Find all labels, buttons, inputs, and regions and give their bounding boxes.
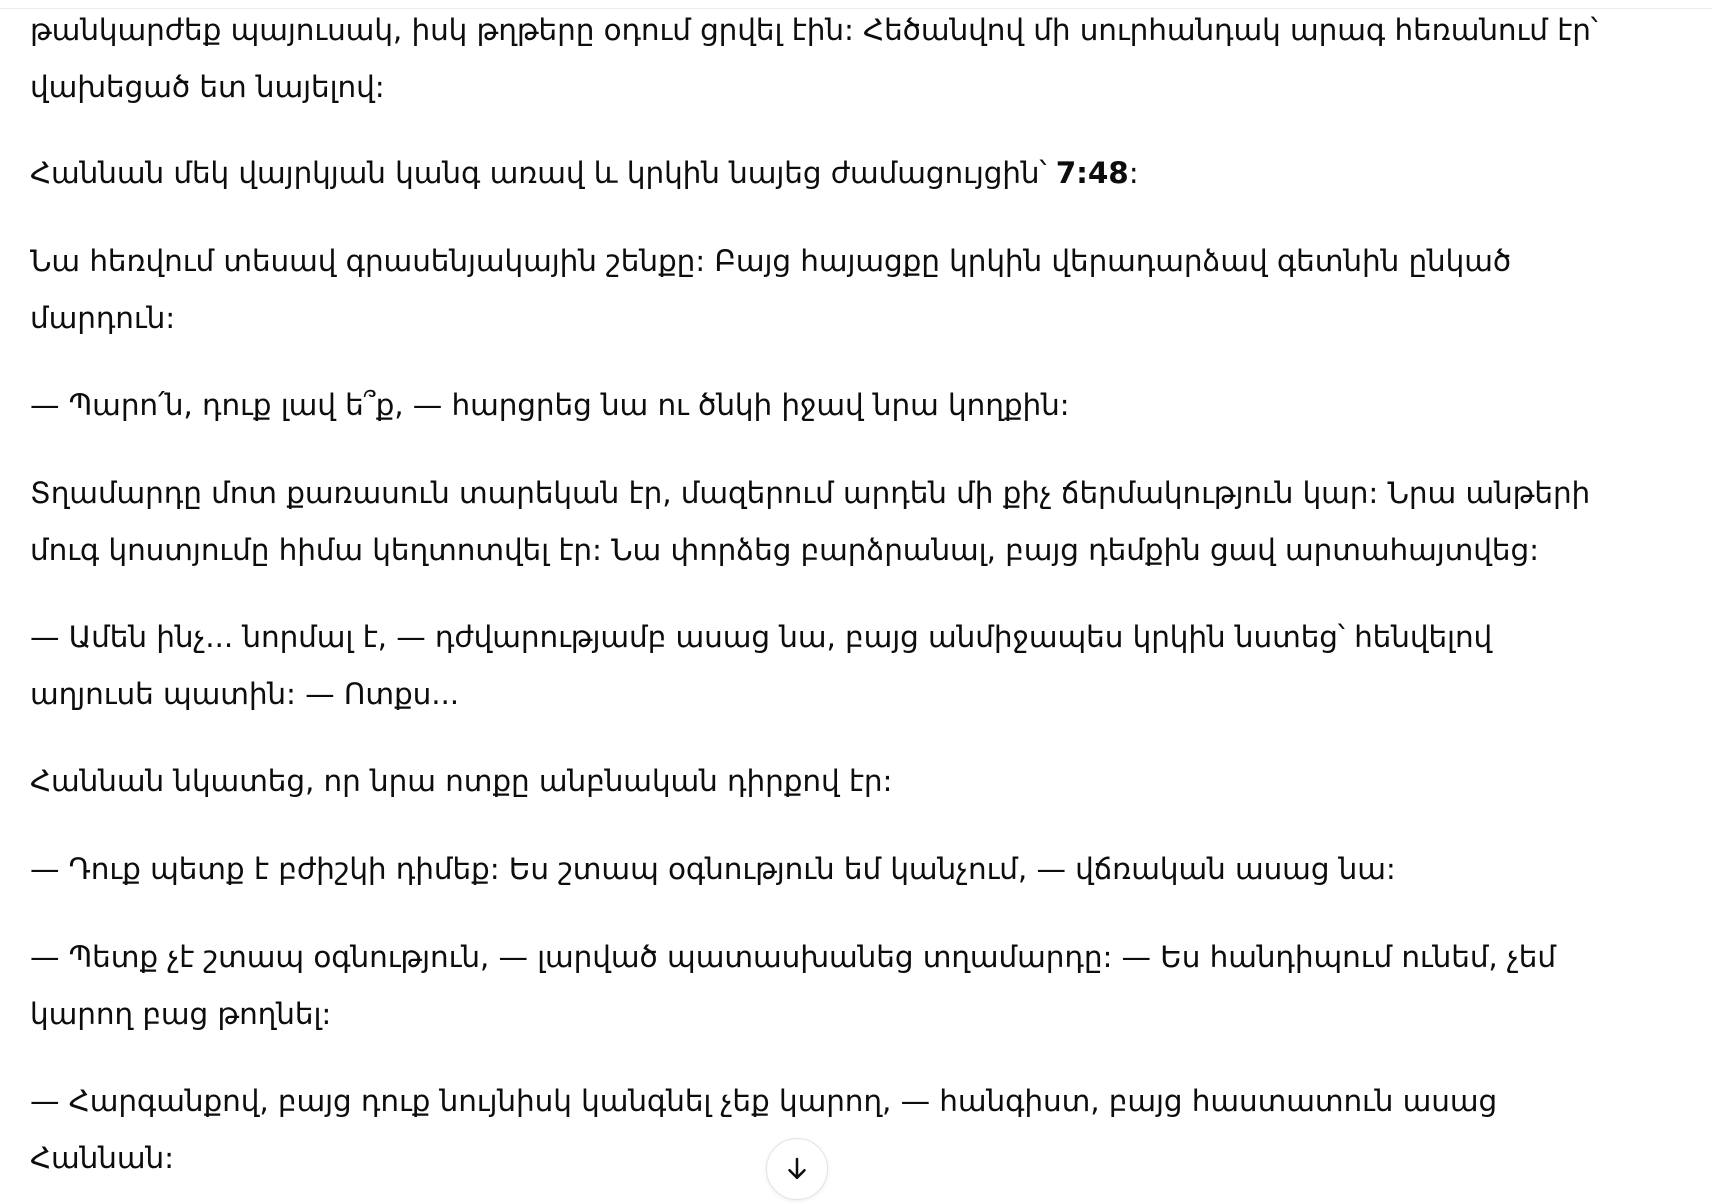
paragraph-text: Հաննան մեկ վայրկյան կանգ առավ և կրկին նայեց ժամացույցին՝ [30,156,1056,190]
time-value: 7:48 [1055,156,1129,190]
paragraph-line: վախեցած ետ նայելով: [30,70,385,104]
paragraph-line: Տղամարդը մոտ քառասուն տարեկան էր, մազերում արդեն մի քիչ ճերմակություն կար: Նրա անթերի [30,476,1591,510]
paragraph-line: մարդուն: [30,301,176,335]
paragraph-line: — Ամեն ինչ... նորմալ է, — դժվարությամբ ասաց նա, բայց անմիջապես կրկին նստեց՝ հենվելով [30,620,1493,654]
message-paragraph [30,929,1556,1043]
message-paragraph [30,377,1070,434]
paragraph-line [30,145,1139,202]
paragraph-line: մուգ կոստյումը հիմա կեղտոտվել էր: Նա փորձեց բարձրանալ, բայց դեմքին ցավ արտահայտվեց: [30,533,1539,567]
paragraph-line: — Հարգանքով, բայց դուք նույնիսկ կանգնել չեք կարող, — հանգիստ, բայց հաստատուն ասաց [30,1084,1498,1118]
paragraph-line: — Պետք չէ շտապ օգնություն, — լարված պատասխանեց տղամարդը: — Ես հանդիպում ունեմ, չեմ [30,940,1557,974]
message-paragraph [30,465,1590,579]
paragraph-line: Հաննան: [30,1141,174,1175]
paragraph-text: : [1128,156,1139,190]
message-paragraph [30,753,892,810]
message-paragraph [30,145,1139,202]
paragraph-line: թանկարժեք պայուսակ, իսկ թղթերը օդում ցրվել էին: Հեծանվով մի սուրհանդակ արագ հեռանում էր՝ [30,13,1598,47]
paragraph-line: Հաննան նկատեց, որ նրա ոտքը անբնական դիրքով էր: [30,764,893,798]
message-paragraph [30,233,1511,347]
message-paragraph [30,609,1492,723]
message-paragraph [30,2,1598,116]
paragraph-line: կարող բաց թողնել: [30,997,332,1031]
paragraph-line: Նա հեռվում տեսավ գրասենյակային շենքը: Բայց հայացքը կրկին վերադարձավ գետնին ընկած [30,244,1512,278]
scroll-to-bottom-button[interactable] [766,1138,828,1200]
message-paragraph [30,841,1396,898]
message-paragraph [30,1073,1497,1187]
paragraph-line: — Պարո՛ն, դուք լավ ե՞ք, — հարցրեց նա ու ծնկի իջավ նրա կողքին: [30,388,1070,422]
paragraph-line: — Դուք պետք է բժիշկի դիմեք: Ես շտապ օգնություն եմ կանչում, — վճռական ասաց նա: [30,852,1396,886]
paragraph-line: աղյուսե պատին: — Ոտքս... [30,677,460,711]
arrow-down-icon [782,1154,812,1184]
